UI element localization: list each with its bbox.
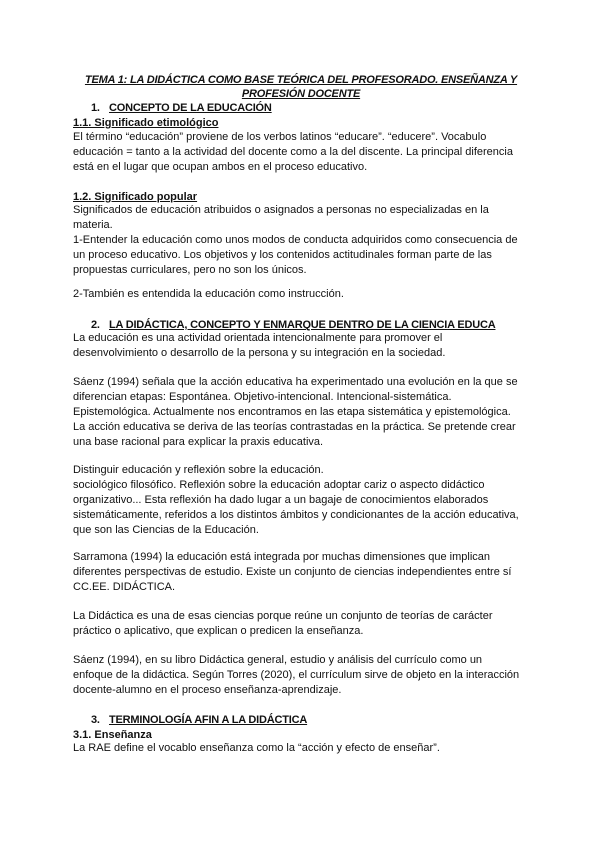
text-line: El término “educación” proviene de los verbos latinos “educare”. “educere”. Vocabulo xyxy=(73,131,487,143)
text-line: La educación es una actividad orientada intencionalmente para promover el xyxy=(73,332,443,344)
section-2-heading xyxy=(91,318,495,332)
text-line: Epistemológica. Actualmente nos encontramos en las etapa sistemática y epistemológica. xyxy=(73,406,511,418)
paragraph-2 xyxy=(73,203,533,278)
text-line: educación = tanto a la actividad del docente como a la del discente. La principal diferencia xyxy=(73,146,513,158)
title-line-1: TEMA 1: LA DIDÁCTICA COMO BASE TEÓRICA DEL PROFESORADO. ENSEÑANZA Y xyxy=(84,74,518,86)
text-line: organizativo... Esta reflexión ha dado lugar a un bagaje de conocimientos elaborados xyxy=(73,494,489,506)
text-line: 2-También es entendida la educación como instrucción. xyxy=(73,288,344,300)
subsection-1-2-heading: 1.2. Significado popular xyxy=(73,191,198,203)
text-line: sistemáticamente, referidos a los distintos ámbitos y condicionantes de la acción educativa, xyxy=(73,509,519,521)
text-line: sociológico filosófico. Reflexión sobre la educación adoptar cariz o aspecto didáctico xyxy=(73,479,485,491)
text-line: que son las Ciencias de la Educación. xyxy=(73,524,259,536)
text-line: un proceso educativo. Los objetivos y los contenidos actitudinales forman parte de las xyxy=(73,249,492,261)
text-line: propuestas curriculares, pero no son los únicos. xyxy=(73,264,307,276)
paragraph-1 xyxy=(73,130,533,175)
section-title: CONCEPTO DE LA EDUCACIÓN xyxy=(109,102,272,114)
subsection-3-1-heading: 3.1. Enseñanza xyxy=(73,729,152,741)
text-line: Sáenz (1994), en su libro Didáctica general, estudio y análisis del currículo como un xyxy=(73,654,483,666)
text-line: Significados de educación atribuidos o asignados a personas no especializadas en la xyxy=(73,204,489,216)
text-line: práctico o aplicativo, que explican o predicen la enseñanza. xyxy=(73,625,364,637)
paragraph-6 xyxy=(73,463,533,538)
text-line: está en el lugar que ocupan ambos en el proceso educativo. xyxy=(73,161,368,173)
text-line: Distinguir educación y reflexión sobre la educación. xyxy=(73,464,324,476)
section-number: 2. xyxy=(91,319,100,331)
text-line: Sarramona (1994) la educación está integrada por muchas dimensiones que implican xyxy=(73,551,491,563)
section-title: TERMINOLOGÍA AFIN A LA DIDÁCTICA xyxy=(109,714,308,726)
section-3-heading xyxy=(91,713,307,727)
section-1-heading xyxy=(91,101,272,115)
text-line: docente-alumno en el proceso enseñanza-aprendizaje. xyxy=(73,684,342,696)
paragraph-8 xyxy=(73,609,533,639)
paragraph-7 xyxy=(73,550,533,595)
section-number: 3. xyxy=(91,714,100,726)
text-line: CC.EE. DIDÁCTICA. xyxy=(73,581,176,593)
text-line: 1-Entender la educación como unos modos de conducta adquiridos como consecuencia de xyxy=(73,234,518,246)
title-line-2: PROFESIÓN DOCENTE xyxy=(241,88,361,100)
text-line: diferencian etapas: Espontánea. Objetivo-intencional. Intencional-sistemática. xyxy=(73,391,452,403)
text-line: La acción educativa se deriva de las teorías contrastadas en la práctica. Se pretende crear xyxy=(73,421,516,433)
section-number: 1. xyxy=(91,102,100,114)
paragraph-4 xyxy=(73,331,533,361)
paragraph-5 xyxy=(73,375,533,450)
document-title xyxy=(70,73,532,101)
text-line: enfoque de la didáctica. Según Torres (2020), el currículum sirve de objeto en la interacción xyxy=(73,669,520,681)
paragraph-3 xyxy=(73,287,533,302)
text-line: Sáenz (1994) señala que la acción educativa ha experimentado una evolución en la que se xyxy=(73,376,518,388)
section-title: LA DIDÁCTICA, CONCEPTO Y ENMARQUE DENTRO DE LA CIENCIA EDUCA xyxy=(109,319,496,331)
text-line: La RAE define el vocablo enseñanza como la “acción y efecto de enseñar”. xyxy=(73,742,440,754)
text-line: una base racional para explicar la praxis educativa. xyxy=(73,436,324,448)
subsection-1-1-heading: 1.1. Significado etimológico xyxy=(73,117,219,129)
text-line: desenvolvimiento o desarrollo de la persona y su integración en la sociedad. xyxy=(73,347,446,359)
text-line: La Didáctica es una de esas ciencias porque reúne un conjunto de teorías de carácter xyxy=(73,610,493,622)
paragraph-10 xyxy=(73,741,533,756)
text-line: diferentes perspectivas de estudio. Existe un conjunto de ciencias independientes entre sí xyxy=(73,566,512,578)
paragraph-9 xyxy=(73,653,533,698)
text-line: materia. xyxy=(73,219,113,231)
